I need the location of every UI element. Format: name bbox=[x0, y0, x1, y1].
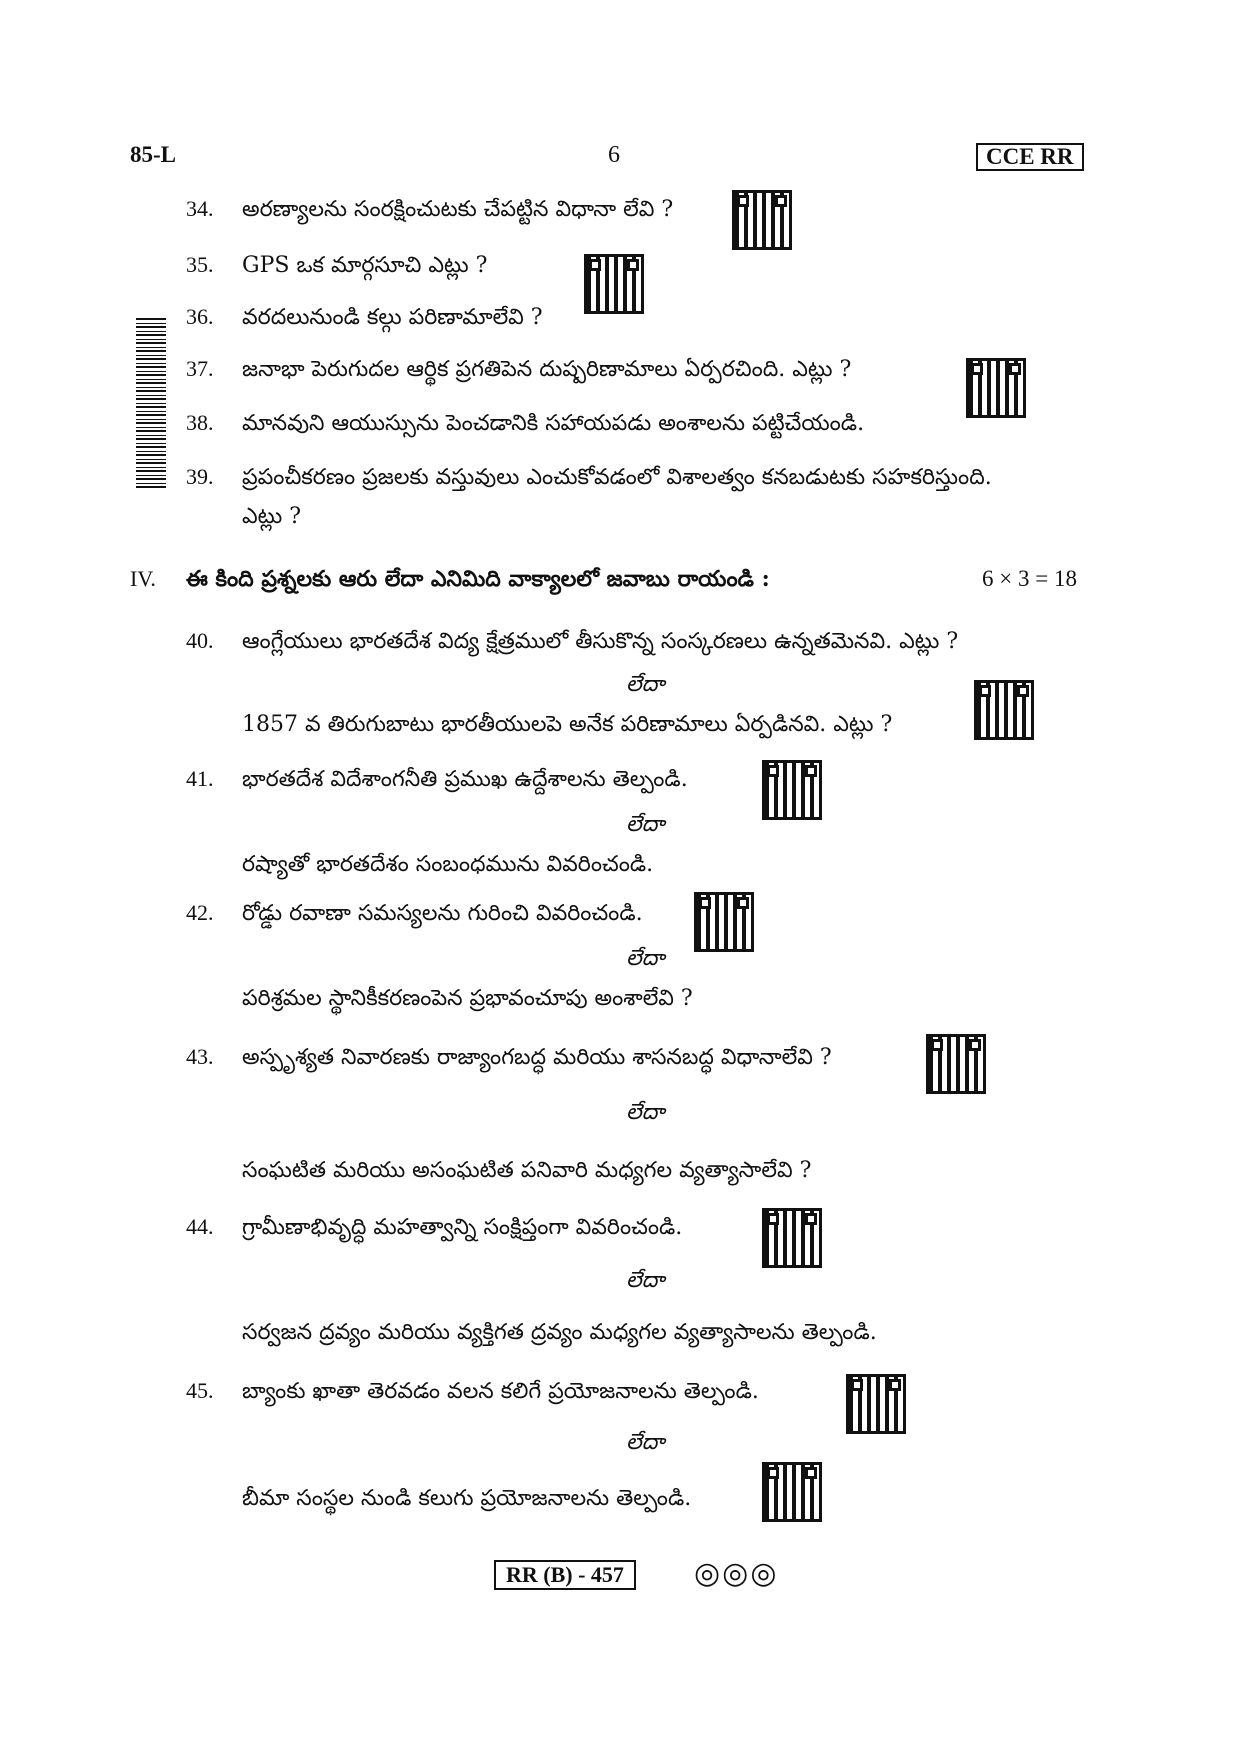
question-number: 38. bbox=[186, 410, 214, 435]
question-text: ప్రపంచీకరణం ప్రజలకు వస్తువులు ఎంచుకోవడంలో విశాలత్వం కనబడుటకు సహకరిస్తుంది. bbox=[242, 465, 992, 490]
question-44-alt: సర్వజన ద్రవ్యం మరియు వ్యక్తిగత ద్రవ్యం మధ్యగల వ్యత్యాసాలను తెల్పండి. bbox=[242, 1320, 877, 1345]
qr-code bbox=[762, 1208, 822, 1268]
question-34 bbox=[186, 196, 673, 227]
question-number: 42. bbox=[186, 900, 214, 925]
question-number: 40. bbox=[186, 628, 214, 653]
qr-code bbox=[584, 254, 644, 314]
or-label: లేదా bbox=[626, 1430, 665, 1455]
question-40-alt: 1857 వ తిరుగుబాటు భారతీయులపె అనేక పరిణామాలు ఏర్పడినవి. ఎట్లు ? bbox=[242, 712, 893, 737]
question-number: 39. bbox=[186, 464, 214, 489]
question-text: మానవుని ఆయుస్సును పెంచడానికి సహాయపడు అంశాలను పట్టిచేయండి. bbox=[242, 411, 865, 436]
question-number: 43. bbox=[186, 1044, 214, 1069]
question-40 bbox=[186, 628, 958, 659]
section-heading bbox=[130, 566, 770, 597]
qr-code bbox=[732, 190, 792, 250]
question-text: అస్పృశ్యత నివారణకు రాజ్యాంగబద్ధ మరియు శాసనబద్ధ విధానాలేవి ? bbox=[242, 1045, 832, 1070]
question-text: ఆంగ్లేయులు భారతదేశ విద్య క్షేత్రములో తీసుకొన్న సంస్కరణలు ఉన్నతమెనవి. ఎట్లు ? bbox=[242, 629, 959, 654]
question-39-continued: ఎట్లు ? bbox=[242, 504, 302, 529]
barcode bbox=[136, 318, 166, 488]
question-45 bbox=[186, 1378, 759, 1409]
question-41 bbox=[186, 766, 688, 797]
section-roman: IV. bbox=[130, 566, 156, 591]
paper-code-right: CCE RR bbox=[976, 143, 1084, 171]
question-41-alt: రష్యాతో భారతదేశం సంబంధమును వివరించండి. bbox=[242, 852, 654, 877]
section-marks: 6 × 3 = 18 bbox=[982, 566, 1077, 591]
question-42 bbox=[186, 900, 643, 931]
qr-code bbox=[694, 892, 754, 952]
footer-code: RR (B) - 457 bbox=[494, 1560, 636, 1590]
question-42-alt: పరిశ్రమల స్థానికీకరణంపెన ప్రభావంచూపు అంశాలేవి ? bbox=[242, 986, 693, 1011]
qr-code bbox=[846, 1374, 906, 1434]
question-43-alt: సంఘటిత మరియు అసంఘటిత పనివారి మధ్యగల వ్యత్యాసాలేవి ? bbox=[242, 1158, 812, 1183]
or-label: లేదా bbox=[626, 946, 665, 971]
section-instruction: ఈ కింది ప్రశ్నలకు ఆరు లేదా ఎనిమిది వాక్యాలలో జవాబు రాయండి : bbox=[186, 566, 770, 592]
question-text: రోడ్డు రవాణా సమస్యలను గురించి వివరించండి. bbox=[242, 901, 643, 926]
or-label: లేదా bbox=[626, 1100, 665, 1125]
question-44 bbox=[186, 1214, 682, 1245]
qr-code bbox=[762, 760, 822, 820]
question-35 bbox=[186, 252, 487, 283]
question-text: జనాభా పెరుగుదల ఆర్థిక ప్రగతిపెన దుష్పరిణామాలు ఏర్పరచింది. ఎట్లు ? bbox=[242, 357, 852, 382]
question-45-alt: బీమా సంస్థల నుండి కలుగు ప్రయోజనాలను తెల్పండి. bbox=[242, 1486, 692, 1511]
question-38 bbox=[186, 410, 864, 441]
footer-symbol: ◎◎◎ bbox=[694, 1556, 779, 1591]
question-text: భారతదేశ విదేశాంగనీతి ప్రముఖ ఉద్దేశాలను తెల్పండి. bbox=[242, 767, 688, 792]
question-text: బ్యాంకు ఖాతా తెరవడం వలన కలిగే ప్రయోజనాలను తెల్పండి. bbox=[242, 1379, 759, 1404]
question-text: అరణ్యాలను సంరక్షించుటకు చేపట్టిన విధానా లేవి ? bbox=[242, 197, 674, 222]
question-number: 44. bbox=[186, 1214, 214, 1239]
question-37 bbox=[186, 356, 851, 387]
question-number: 35. bbox=[186, 252, 214, 277]
or-label: లేదా bbox=[626, 1268, 665, 1293]
question-text: గ్రామీణాభివృద్ధి మహత్వాన్ని సంక్షిప్తంగా వివరించండి. bbox=[242, 1215, 683, 1240]
qr-code bbox=[966, 358, 1026, 418]
page-number: 6 bbox=[608, 142, 620, 168]
question-number: 41. bbox=[186, 766, 214, 791]
paper-code-left: 85-L bbox=[130, 142, 176, 167]
qr-code bbox=[974, 680, 1034, 740]
question-39 bbox=[186, 464, 992, 495]
question-number: 45. bbox=[186, 1378, 214, 1403]
question-number: 34. bbox=[186, 196, 214, 221]
question-text: GPS ఒక మార్గసూచి ఎట్లు ? bbox=[242, 253, 488, 278]
question-number: 37. bbox=[186, 356, 214, 381]
question-text: వరదలునుండి కల్గు పరిణామాలేవి ? bbox=[242, 305, 543, 330]
question-number: 36. bbox=[186, 304, 214, 329]
or-label: లేదా bbox=[626, 672, 665, 697]
qr-code bbox=[762, 1462, 822, 1522]
or-label: లేదా bbox=[626, 812, 665, 837]
qr-code bbox=[926, 1034, 986, 1094]
question-36 bbox=[186, 304, 543, 335]
question-43 bbox=[186, 1044, 832, 1075]
